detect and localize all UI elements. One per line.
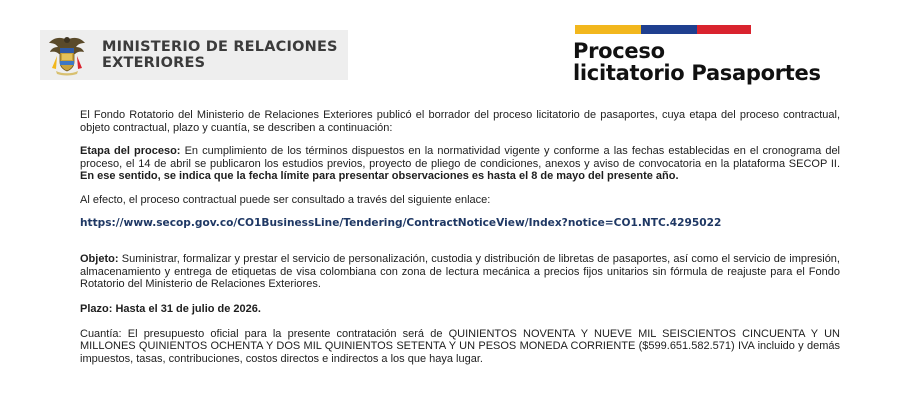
intro-paragraph: El Fondo Rotatorio del Ministerio de Relaciones Exteriores publicó el borrador del proceso licitatorio de pasaportes, cuya etapa del proceso contractual, objeto contractual, plazo y cuantía, se describen a continuación:	[80, 109, 840, 134]
link-paragraph	[80, 217, 840, 230]
flag-stripe-blue	[641, 25, 697, 34]
etapa-deadline-text: En ese sentido, se indica que la fecha límite para presentar observaciones es hasta el 8 de mayo del presente año.	[80, 170, 679, 183]
page-title-line2: licitatorio Pasaportes	[573, 61, 821, 85]
etapa-label: Etapa del proceso:	[80, 145, 181, 158]
objeto-label: Objeto:	[80, 253, 119, 266]
coat-of-arms-icon	[48, 34, 86, 76]
ministry-name	[102, 39, 338, 71]
ministry-name-line2: EXTERIORES	[102, 55, 206, 71]
ministry-name-line1: MINISTERIO DE RELACIONES	[102, 39, 338, 55]
page-title-line1: Proceso	[573, 39, 665, 63]
plazo-paragraph	[80, 303, 840, 316]
objeto-text: Suministrar, formalizar y prestar el servicio de personalización, custodia y distribución de libretas de pasaportes, así como el servicio de impresión, almacenamiento y entrega de etiquetas de visa colombiana con zona de lectura mecánica a precios fijos unitarios sin fórmula de reajuste para el Fondo Rotatorio del Ministerio de Relaciones Exteriores.	[80, 253, 840, 291]
secop-link[interactable]: https://www.secop.gov.co/CO1BusinessLine/Tendering/ContractNoticeView/Index?notice=CO1.NTC.4295022	[80, 216, 722, 229]
objeto-paragraph	[80, 253, 840, 291]
cuantia-paragraph: Cuantía: El presupuesto oficial para la presente contratación será de QUINIENTOS NOVENTA Y NUEVE MIL SEISCIENTOS CINCUENTA Y UN MILLONES QUINIENTOS OCHENTA Y DOS MIL QUINIENTOS SETENTA Y UN PESOS MONEDA CORRIENTE ($599.651.582.571) IVA incluido y demás impuestos, tasas, contribuciones, costos directos e indirectos a los que haya lugar.	[80, 327, 840, 365]
etapa-paragraph	[80, 145, 840, 183]
consult-paragraph: Al efecto, el proceso contractual puede ser consultado a través del siguiente enlace:	[80, 193, 491, 206]
document-body	[80, 109, 840, 365]
flag-stripe-yellow	[575, 25, 641, 34]
flag-stripe-red	[697, 25, 751, 34]
flag-color-bar	[575, 25, 751, 34]
page-title	[573, 40, 821, 84]
plazo-text: Plazo: Hasta el 31 de julio de 2026.	[80, 302, 261, 315]
ministry-logo-block	[40, 30, 348, 80]
etapa-text: En cumplimiento de los términos dispuestos en la normatividad vigente y conforme a las fechas establecidas en el cronograma del proceso, el 14 de abril se publicaron los estudios previos, proyecto de pliego de condiciones, anexos y aviso de convocatoria en la plataforma SECOP II.	[80, 145, 841, 170]
